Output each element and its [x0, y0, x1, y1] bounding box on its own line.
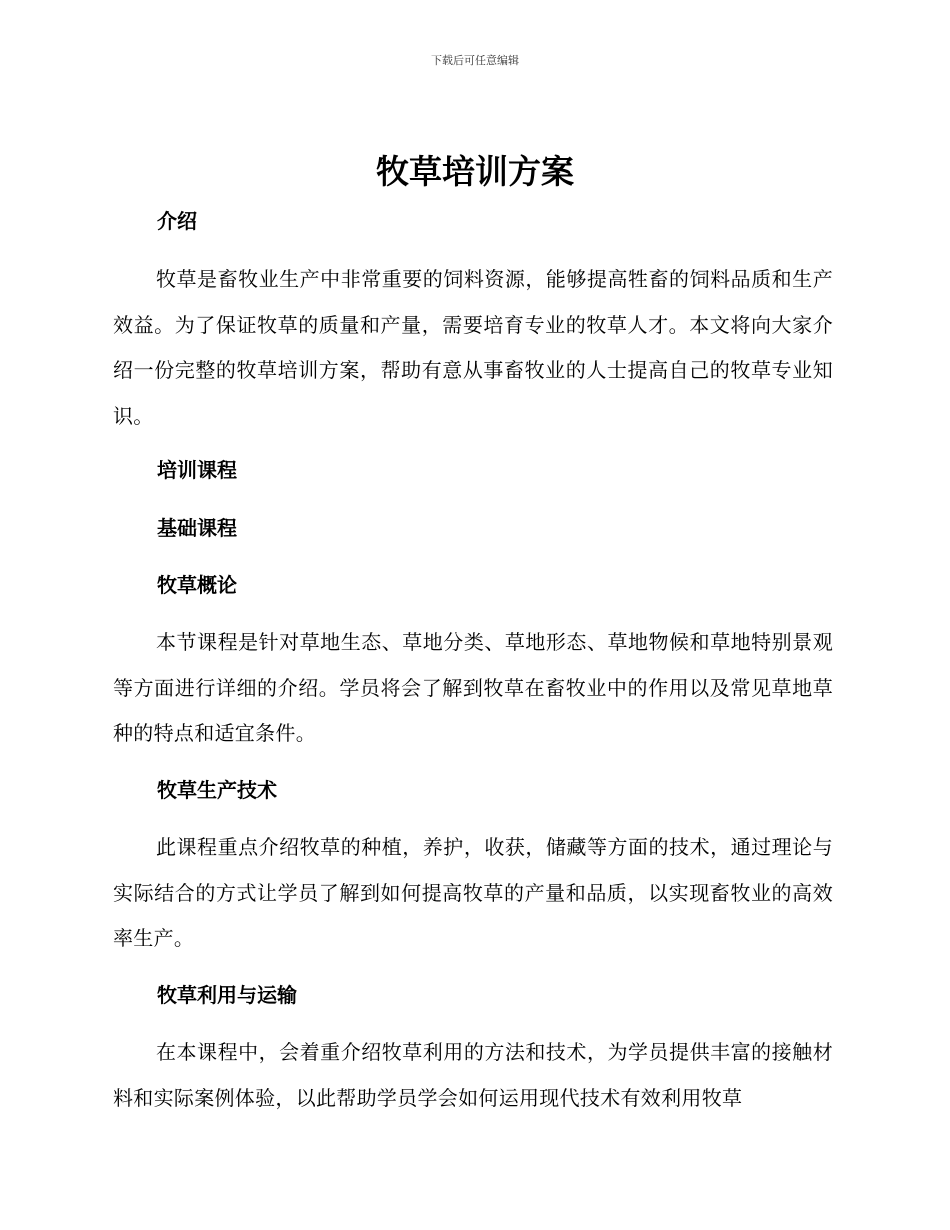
document-title: 牧草培训方案	[376, 152, 574, 191]
page-header-note: 下载后可任意编辑	[431, 54, 519, 67]
paragraph-introduction: 牧草是畜牧业生产中非常重要的饲料资源，能够提高牲畜的饲料品质和生产效益。为了保证牧草的质量和产量，需要培育专业的牧草人才。本文将向大家介绍一份完整的牧草培训方案，帮助有意从事畜牧业的人士提高自己的牧草专业知识。	[113, 267, 833, 428]
paragraph-production-technology: 此课程重点介绍牧草的种植，养护，收获，储藏等方面的技术，通过理论与实际结合的方式让学员了解到如何提高牧草的产量和品质，以实现畜牧业的高效率生产。	[113, 835, 833, 950]
paragraph-forage-overview: 本节课程是针对草地生态、草地分类、草地形态、草地物候和草地特别景观等方面进行详细的介绍。学员将会了解到牧草在畜牧业中的作用以及常见草地草种的特点和适宜条件。	[113, 630, 833, 745]
paragraph-utilization-transport: 在本课程中，会着重介绍牧草利用的方法和技术，为学员提供丰富的接触材料和实际案例体验，以此帮助学员学会如何运用现代技术有效利用牧草	[113, 1040, 833, 1110]
section-heading-utilization-transport: 牧草利用与运输	[157, 983, 297, 1007]
section-heading-production-technology: 牧草生产技术	[157, 778, 277, 802]
section-heading-introduction: 介绍	[157, 209, 197, 233]
section-heading-training-courses: 培训课程	[157, 458, 237, 482]
section-heading-forage-overview: 牧草概论	[157, 573, 237, 597]
section-heading-basic-courses: 基础课程	[157, 516, 237, 540]
